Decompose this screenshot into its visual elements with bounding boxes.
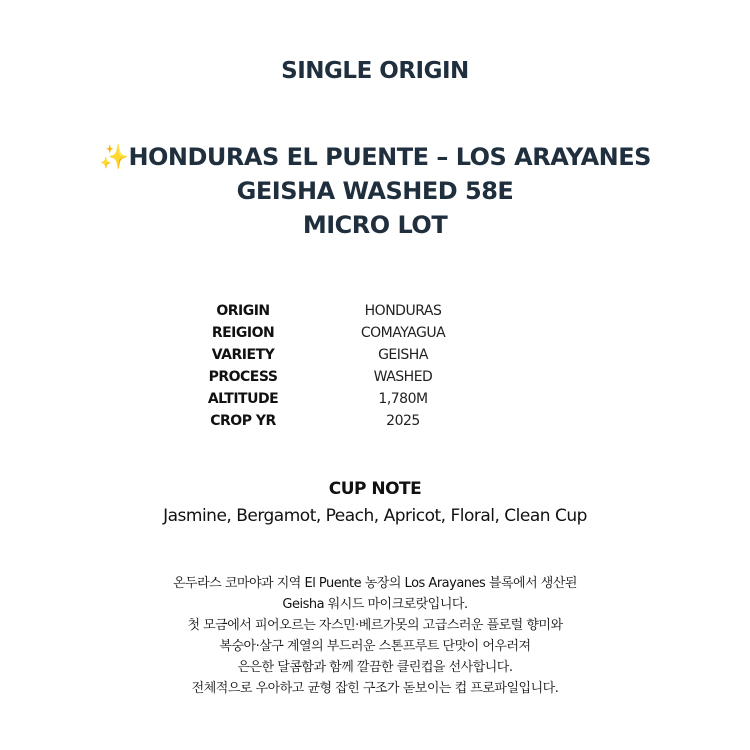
title-line-1	[0, 140, 750, 174]
spec-value: 1,780M	[378, 391, 428, 407]
product-title	[0, 140, 750, 242]
sparkles-icon: ✨	[99, 143, 129, 171]
specs-table	[188, 300, 508, 432]
description-line: 복숭아·살구 계열의 부드러운 스톤프루트 단맛이 어우러져	[219, 639, 531, 654]
spec-row	[188, 410, 508, 432]
cup-note-title: CUP NOTE	[328, 479, 422, 499]
title-line-1-text: HONDURAS EL PUENTE – LOS ARAYANES	[128, 143, 651, 171]
spec-value: WASHED	[373, 369, 433, 385]
description	[0, 573, 750, 699]
description-line: 은은한 달콤함과 함께 깔끔한 클린컵을 선사합니다.	[237, 660, 513, 675]
spec-key: REIGION	[211, 325, 275, 341]
spec-value: 2025	[386, 413, 420, 429]
spec-row	[188, 322, 508, 344]
spec-value: HONDURAS	[364, 303, 442, 319]
spec-key: ORIGIN	[216, 303, 270, 319]
spec-key: CROP YR	[210, 413, 276, 429]
description-line: Geisha 워시드 마이크로랏입니다.	[282, 597, 468, 612]
description-line: 전체적으로 우아하고 균형 잡힌 구조가 돋보이는 컵 프로파일입니다.	[191, 681, 559, 696]
spec-value: GEISHA	[378, 347, 428, 363]
spec-row	[188, 344, 508, 366]
description-line: 첫 모금에서 피어오르는 자스민·베르가못의 고급스러운 플로럴 향미와	[187, 618, 563, 633]
description-line: 온두라스 코마야과 지역 El Puente 농장의 Los Arayanes 블록에서 생산된	[173, 576, 577, 591]
spec-row	[188, 388, 508, 410]
spec-row	[188, 366, 508, 388]
section-label: SINGLE ORIGIN	[281, 58, 469, 84]
spec-key: ALTITUDE	[207, 391, 279, 407]
spec-value: COMAYAGUA	[360, 325, 446, 341]
spec-row	[188, 300, 508, 322]
title-line-2: GEISHA WASHED 58E	[236, 177, 514, 205]
spec-key: PROCESS	[208, 369, 278, 385]
title-line-3: MICRO LOT	[302, 211, 448, 239]
spec-key: VARIETY	[211, 347, 275, 363]
cup-note-list: Jasmine, Bergamot, Peach, Apricot, Floral, Clean Cup	[163, 506, 587, 526]
